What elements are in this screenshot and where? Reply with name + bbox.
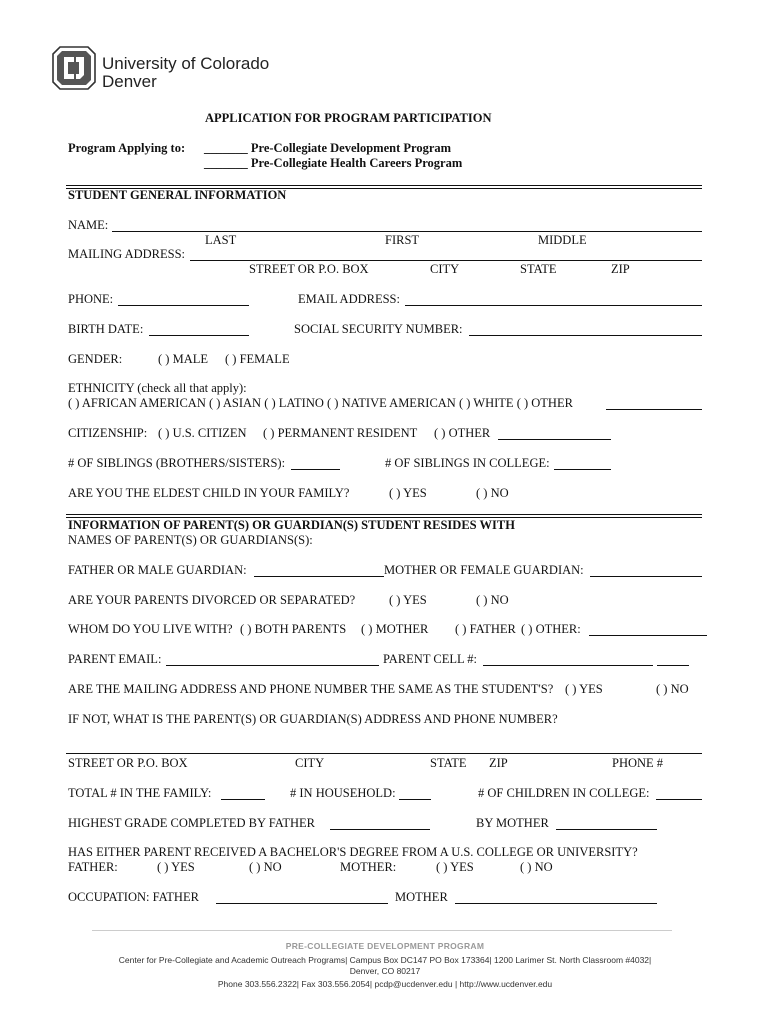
total-family-field[interactable]: [221, 799, 265, 800]
occupation-father-label: OCCUPATION: FATHER: [68, 890, 199, 904]
ssn-field[interactable]: [469, 335, 702, 336]
divorced-label: ARE YOUR PARENTS DIVORCED OR SEPARATED?: [68, 593, 356, 607]
program-name: Pre-Collegiate Development Program: [250, 141, 452, 155]
mailing-address-field[interactable]: [190, 260, 702, 261]
siblings-label: # OF SIBLINGS (BROTHERS/SISTERS):: [68, 456, 286, 470]
divorced-yes-checkbox[interactable]: ( ) YES: [389, 593, 427, 607]
cu-logo: [52, 46, 96, 90]
logo-campus-name: Denver: [102, 72, 157, 91]
citizenship-pr-checkbox[interactable]: ( ) PERMANENT RESIDENT: [263, 426, 418, 440]
footer-program-name: PRE-COLLEGIATE DEVELOPMENT PROGRAM: [285, 941, 485, 951]
mailing-sub-city: CITY: [430, 262, 460, 276]
bachelor-mother-label: MOTHER:: [340, 860, 397, 874]
page-title: APPLICATION FOR PROGRAM PARTICIPATION: [205, 111, 492, 125]
phone-field[interactable]: [118, 305, 249, 306]
bachelor-father-label: FATHER:: [68, 860, 118, 874]
birth-date-field[interactable]: [149, 335, 249, 336]
name-field[interactable]: [112, 231, 702, 232]
parent-cell-field-ext[interactable]: [657, 665, 689, 666]
mother-label: MOTHER OR FEMALE GUARDIAN:: [384, 563, 584, 577]
program-name: Pre-Collegiate Health Careers Program: [250, 156, 463, 170]
household-field[interactable]: [399, 799, 431, 800]
divorced-no-checkbox[interactable]: ( ) NO: [476, 593, 509, 607]
grade-father-field[interactable]: [330, 829, 430, 830]
bachelor-father-no-checkbox[interactable]: ( ) NO: [249, 860, 282, 874]
name-sub-middle: MIDDLE: [538, 233, 587, 247]
parent-cell-label: PARENT CELL #:: [383, 652, 477, 666]
addr-sub-street: STREET OR P.O. BOX: [68, 756, 188, 770]
parent-cell-field[interactable]: [483, 665, 653, 666]
program-option-development[interactable]: [204, 141, 451, 156]
parent-email-label: PARENT EMAIL:: [68, 652, 162, 666]
name-sub-last: LAST: [205, 233, 237, 247]
parent-names-label: NAMES OF PARENT(S) OR GUARDIANS(S):: [68, 533, 313, 547]
children-college-label: # OF CHILDREN IN COLLEGE:: [478, 786, 650, 800]
children-college-field[interactable]: [656, 799, 702, 800]
gender-label: GENDER:: [68, 352, 123, 366]
addr-sub-state: STATE: [430, 756, 467, 770]
program-label: Program Applying to:: [68, 141, 186, 155]
program-option-health[interactable]: [204, 156, 462, 171]
citizenship-label: CITIZENSHIP:: [68, 426, 148, 440]
footer-address-line1: Center for Pre-Collegiate and Academic Outreach Programs| Campus Box DC147 PO Box 173364| 1200 Larimer St. North Classroom #4032|: [118, 955, 652, 965]
citizenship-other-field[interactable]: [498, 439, 611, 440]
occupation-father-field[interactable]: [216, 903, 388, 904]
footer-address-line2: Denver, CO 80217: [349, 966, 421, 976]
ethnicity-other-field[interactable]: [606, 409, 702, 410]
section-heading-student: STUDENT GENERAL INFORMATION: [68, 188, 287, 202]
addr-sub-city: CITY: [295, 756, 325, 770]
citizenship-other-checkbox[interactable]: ( ) OTHER: [434, 426, 491, 440]
mailing-sub-state: STATE: [520, 262, 557, 276]
parent-address-field[interactable]: [66, 753, 702, 754]
logo-university-name: University of Colorado: [102, 54, 270, 73]
same-address-no-checkbox[interactable]: ( ) NO: [656, 682, 689, 696]
live-with-label: WHOM DO YOU LIVE WITH?: [68, 622, 233, 636]
total-family-label: TOTAL # IN THE FAMILY:: [68, 786, 212, 800]
mailing-sub-street: STREET OR P.O. BOX: [249, 262, 369, 276]
bachelor-mother-no-checkbox[interactable]: ( ) NO: [520, 860, 553, 874]
grade-mother-label: BY MOTHER: [476, 816, 549, 830]
same-address-yes-checkbox[interactable]: ( ) YES: [565, 682, 603, 696]
siblings-field[interactable]: [291, 469, 340, 470]
program-blank[interactable]: _______: [204, 141, 248, 155]
household-label: # IN HOUSEHOLD:: [290, 786, 396, 800]
cu-monogram-icon: [52, 46, 96, 90]
citizenship-us-checkbox[interactable]: ( ) U.S. CITIZEN: [158, 426, 247, 440]
footer-contact-line: Phone 303.556.2322| Fax 303.556.2054| pcdp@ucdenver.edu | http://www.ucdenver.edu: [217, 979, 553, 989]
live-mother-checkbox[interactable]: ( ) MOTHER: [361, 622, 429, 636]
live-other-field[interactable]: [589, 635, 707, 636]
siblings-college-label: # OF SIBLINGS IN COLLEGE:: [385, 456, 550, 470]
gender-female-checkbox[interactable]: ( ) FEMALE: [225, 352, 290, 366]
addr-sub-phone: PHONE #: [612, 756, 664, 770]
name-sub-first: FIRST: [385, 233, 420, 247]
live-both-checkbox[interactable]: ( ) BOTH PARENTS: [240, 622, 347, 636]
phone-label: PHONE:: [68, 292, 114, 306]
father-label: FATHER OR MALE GUARDIAN:: [68, 563, 247, 577]
grade-mother-field[interactable]: [556, 829, 657, 830]
bachelor-label: HAS EITHER PARENT RECEIVED A BACHELOR'S DEGREE FROM A U.S. COLLEGE OR UNIVERSITY?: [68, 845, 638, 859]
ethnicity-label: ETHNICITY (check all that apply):: [68, 381, 247, 395]
mailing-sub-zip: ZIP: [611, 262, 630, 276]
bachelor-father-yes-checkbox[interactable]: ( ) YES: [157, 860, 195, 874]
ethnicity-options[interactable]: ( ) AFRICAN AMERICAN ( ) ASIAN ( ) LATINO ( ) NATIVE AMERICAN ( ) WHITE ( ) OTHER: [68, 396, 573, 410]
grade-father-label: HIGHEST GRADE COMPLETED BY FATHER: [68, 816, 315, 830]
parent-email-field[interactable]: [166, 665, 379, 666]
addr-sub-zip: ZIP: [489, 756, 508, 770]
program-blank[interactable]: _______: [204, 156, 248, 170]
email-field[interactable]: [405, 305, 702, 306]
eldest-yes-checkbox[interactable]: ( ) YES: [389, 486, 427, 500]
same-address-label: ARE THE MAILING ADDRESS AND PHONE NUMBER THE SAME AS THE STUDENT'S?: [68, 682, 554, 696]
section-heading-parents: INFORMATION OF PARENT(S) OR GUARDIAN(S) STUDENT RESIDES WITH: [68, 518, 515, 532]
mailing-address-label: MAILING ADDRESS:: [68, 247, 186, 261]
eldest-no-checkbox[interactable]: ( ) NO: [476, 486, 509, 500]
occupation-mother-label: MOTHER: [395, 890, 448, 904]
live-father-checkbox[interactable]: ( ) FATHER: [455, 622, 516, 636]
mother-field[interactable]: [590, 576, 702, 577]
name-label: NAME:: [68, 218, 109, 232]
if-not-label: IF NOT, WHAT IS THE PARENT(S) OR GUARDIAN(S) ADDRESS AND PHONE NUMBER?: [68, 712, 558, 726]
siblings-college-field[interactable]: [554, 469, 611, 470]
father-field[interactable]: [254, 576, 384, 577]
live-other-checkbox[interactable]: ( ) OTHER:: [521, 622, 581, 636]
email-label: EMAIL ADDRESS:: [298, 292, 400, 306]
occupation-mother-field[interactable]: [455, 903, 657, 904]
bachelor-mother-yes-checkbox[interactable]: ( ) YES: [436, 860, 474, 874]
birth-date-label: BIRTH DATE:: [68, 322, 144, 336]
footer-divider: [92, 930, 672, 931]
gender-male-checkbox[interactable]: ( ) MALE: [158, 352, 208, 366]
ssn-label: SOCIAL SECURITY NUMBER:: [294, 322, 463, 336]
eldest-label: ARE YOU THE ELDEST CHILD IN YOUR FAMILY?: [68, 486, 350, 500]
